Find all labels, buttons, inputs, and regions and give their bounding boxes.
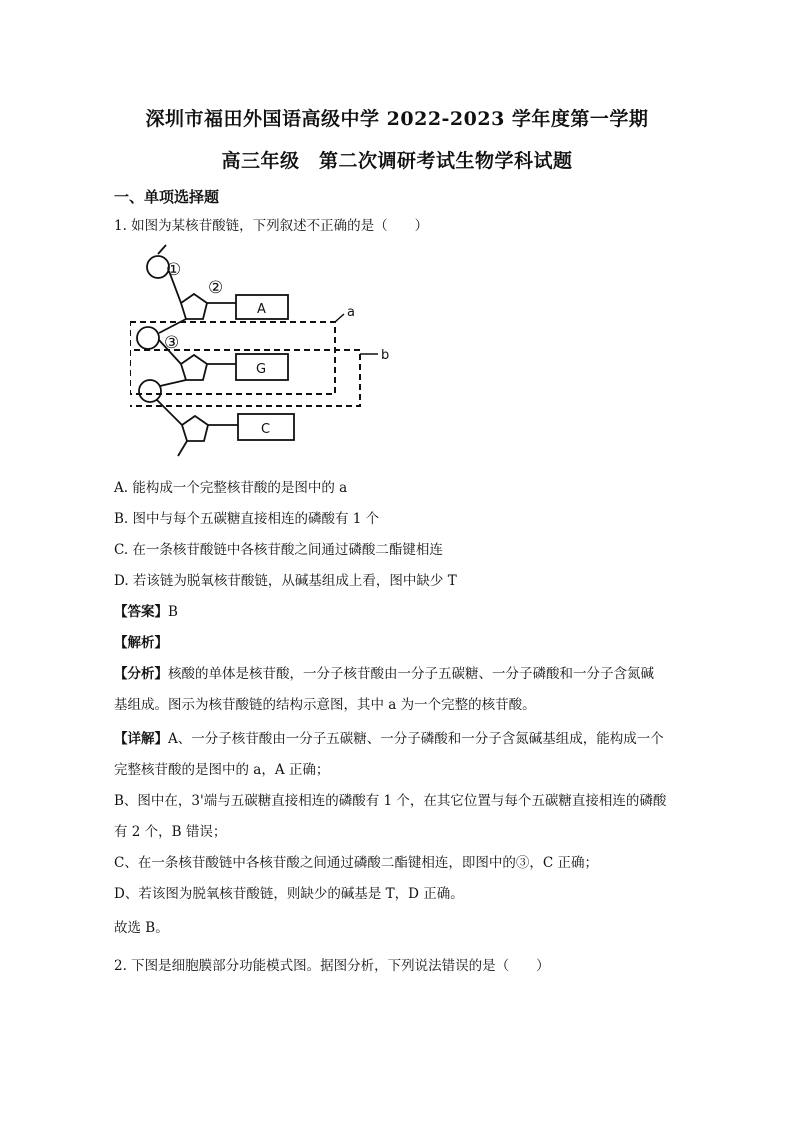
answer-line <box>114 602 178 622</box>
bond-p3-sugar3 <box>157 400 182 425</box>
question-2-stem: 2. 下图是细胞膜部分功能模式图。据图分析，下列说法错误的是（ ） <box>114 958 550 974</box>
option-b: B. 图中与每个五碳糖直接相连的磷酸有 1 个 <box>114 511 380 527</box>
answer-tag: 【答案】 <box>114 604 168 620</box>
xiangjie-line-3: B、图中在，3'端与五碳糖直接相连的磷酸有 1 个，在其它位置与每个五碳糖直接相连的磷酸 <box>114 793 667 809</box>
bond-sugar2-p3 <box>160 380 186 386</box>
question-1-stem: 1. 如图为某核苷酸链，下列叙述不正确的是（ ） <box>114 218 429 234</box>
label-a-leader <box>335 314 344 322</box>
marker-1: ① <box>166 260 182 280</box>
answer-value: B <box>168 604 178 620</box>
pentose-1 <box>181 294 207 319</box>
option-c: C. 在一条核苷酸链中各核苷酸之间通过磷酸二酯键相连 <box>114 542 443 558</box>
analysis-tag: 【解析】 <box>114 635 168 651</box>
document-title-line2: 高三年级 第二次调研考试生物学科试题 <box>221 150 573 172</box>
nucleotide-chain-diagram <box>130 236 400 462</box>
fenxi-tag: 【分析】 <box>114 666 168 682</box>
base-label-C: C <box>261 422 271 437</box>
option-a: A. 能构成一个完整核苷酸的是图中的 a <box>114 480 348 496</box>
chain-bottom-tail <box>178 441 187 456</box>
fenxi-line-2: 基组成。图示为核苷酸链的结构示意图，其中 a 为一个完整的核苷酸。 <box>114 697 536 713</box>
label-a: a <box>347 305 355 320</box>
xiangjie-line-5: C、在一条核苷酸链中各核苷酸之间通过磷酸二酯键相连，即图中的③，C 正确； <box>114 855 598 871</box>
pentose-2 <box>181 355 207 380</box>
xiangjie-text-1: A、一分子核苷酸由一分子五碳糖、一分子磷酸和一分子含氮碱基组成，能构成一个 <box>168 731 664 747</box>
xiangjie-line-2: 完整核苷酸的是图中的 a，A 正确； <box>114 762 330 778</box>
option-d: D. 若该链为脱氧核苷酸链，从碱基组成上看，图中缺少 T <box>114 573 457 589</box>
base-label-G: G <box>256 362 267 377</box>
phosphate-circle-2 <box>137 327 159 349</box>
dashed-box-b <box>130 350 360 406</box>
xiangjie-line-6: D、若该图为脱氧核苷酸链，则缺少的碱基是 T，D 正确。 <box>114 886 464 902</box>
phosphate-circle-3 <box>139 380 161 402</box>
base-label-A: A <box>257 302 266 317</box>
marker-2: ② <box>208 278 224 298</box>
fenxi-text-1: 核酸的单体是核苷酸，一分子核苷酸由一分子五碳糖、一分子磷酸和一分子含氮碱 <box>168 666 654 682</box>
document-title-line1: 深圳市福田外国语高级中学 2022-2023 学年度第一学期 <box>145 108 649 130</box>
chain-tail-line <box>158 245 166 254</box>
xiangjie-line-4: 有 2 个，B 错误； <box>114 824 227 840</box>
label-b: b <box>381 348 390 363</box>
xiangjie-line-1 <box>114 729 664 749</box>
pentose-3 <box>182 416 208 441</box>
marker-3: ③ <box>164 333 180 353</box>
section-heading: 一、单项选择题 <box>114 188 220 206</box>
fenxi-line-1 <box>114 664 654 684</box>
xiangjie-tag: 【详解】 <box>114 731 168 747</box>
conclusion-line: 故选 B。 <box>114 920 169 936</box>
